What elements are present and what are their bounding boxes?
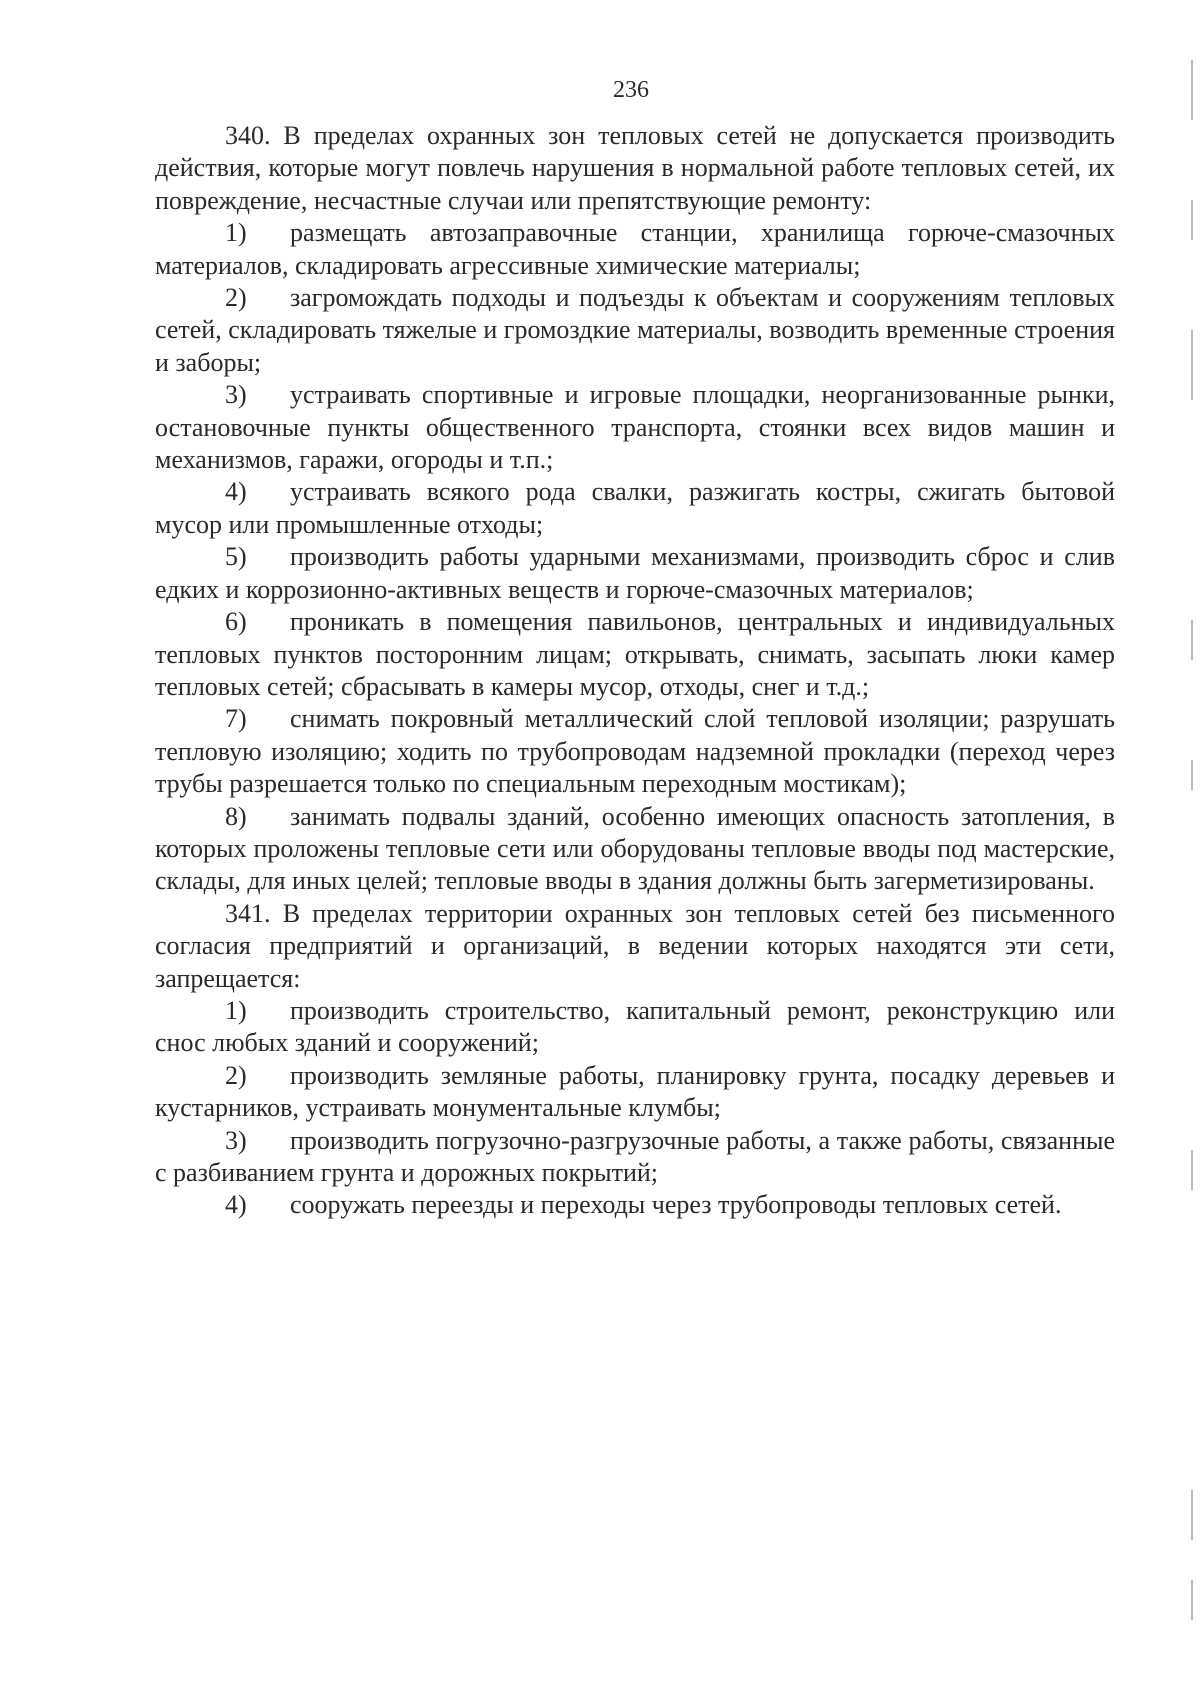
list-item-text: размещать автозаправочные станции, хранилища горюче-смазочных материалов, складировать агрессивные химические материалы; — [155, 218, 1115, 280]
scan-artifact — [1191, 760, 1193, 790]
list-item-number: 3) — [225, 380, 247, 410]
list-item-text: загромождать подходы и подъезды к объектам и сооружениям тепловых сетей, складировать тяжелые и громоздкие материалы, возводить временные строения и заборы; — [155, 283, 1115, 377]
list-item-number: 1) — [225, 995, 247, 1025]
list-item — [155, 703, 1115, 800]
list-item-text: сооружать переезды и переходы через трубопроводы тепловых сетей. — [290, 1190, 1062, 1220]
list-item-text: производить работы ударными механизмами, производить сброс и слив едких и коррозионно-активных веществ и горюче-смазочных материалов; — [155, 542, 1115, 604]
list-item-text: проникать в помещения павильонов, центральных и индивидуальных тепловых пунктов посторонним лицам; открывать, снимать, засыпать люки камер тепловых сетей; сбрасывать в камеры мусор, отходы, снег и т.д.; — [155, 607, 1115, 701]
list-item — [155, 1125, 1115, 1190]
list-item-number: 2) — [225, 1060, 247, 1090]
list-item-number: 1) — [225, 218, 247, 248]
list-item-number: 6) — [225, 607, 247, 637]
list-item-number: 5) — [225, 542, 247, 572]
scan-artifact — [1191, 330, 1193, 400]
list-item-text: производить погрузочно-разгрузочные работы, а также работы, связанные с разбиванием грунта и дорожных покрытий; — [155, 1125, 1115, 1187]
scan-artifact — [1191, 620, 1193, 660]
paragraph-340: 340. В пределах охранных зон тепловых сетей не допускается производить действия, которые могут повлечь нарушения в нормальной работе тепловых сетей, их повреждение, несчастные случаи или препятствующие ремонту: — [155, 121, 1115, 215]
list-item — [155, 1189, 1115, 1221]
list-item-number: 3) — [225, 1125, 247, 1155]
scan-artifact — [1191, 60, 1193, 120]
list-item-number: 4) — [225, 1190, 247, 1220]
list-item — [155, 379, 1115, 476]
list-item-text: производить строительство, капитальный ремонт, реконструкцию или снос любых зданий и сооружений; — [155, 995, 1115, 1058]
list-item-number: 8) — [225, 801, 247, 831]
list-item-text: производить земляные работы, планировку грунта, посадку деревьев и кустарников, устраивать монументальные клумбы; — [155, 1060, 1115, 1123]
paragraph-341: 341. В пределах территории охранных зон тепловых сетей без письменного согласия предприятий и организаций, в ведении которых находятся эти сети, запрещается: — [155, 898, 1115, 993]
list-item-number: 4) — [225, 477, 247, 507]
list-item — [155, 995, 1115, 1060]
list-item — [155, 541, 1115, 606]
page-number: 236 — [613, 77, 649, 103]
scan-artifact — [1191, 200, 1193, 240]
list-item — [155, 282, 1115, 379]
scan-artifact — [1191, 1580, 1193, 1620]
list-item — [155, 801, 1115, 898]
document-body — [155, 120, 1115, 1222]
list-item-number: 2) — [225, 283, 247, 313]
list-item — [155, 1060, 1115, 1125]
list-item — [155, 606, 1115, 703]
list-item-text: снимать покровный металлический слой тепловой изоляции; разрушать тепловую изоляцию; ходить по трубопроводам надземной прокладки (переход через трубы разрешается только по специальным переходным мостикам); — [155, 704, 1115, 799]
list-item — [155, 217, 1115, 282]
list-item-text: занимать подвалы зданий, особенно имеющих опасность затопления, в которых проложены тепловые сети или оборудованы тепловые вводы под мастерские, склады, для иных целей; тепловые вводы в здания должны быть загерметизированы. — [155, 801, 1115, 896]
list-item — [155, 476, 1115, 541]
list-item-number: 7) — [225, 704, 247, 734]
list-item-text: устраивать спортивные и игровые площадки, неорганизованные рынки, остановочные пункты общественного транспорта, стоянки всех видов машин и механизмов, гаражи, огороды и т.п.; — [155, 380, 1115, 475]
list-item-text: устраивать всякого рода свалки, разжигать костры, сжигать бытовой мусор или промышленные отходы; — [155, 477, 1115, 539]
scan-artifact — [1191, 1150, 1193, 1190]
scan-artifact — [1191, 1490, 1193, 1540]
